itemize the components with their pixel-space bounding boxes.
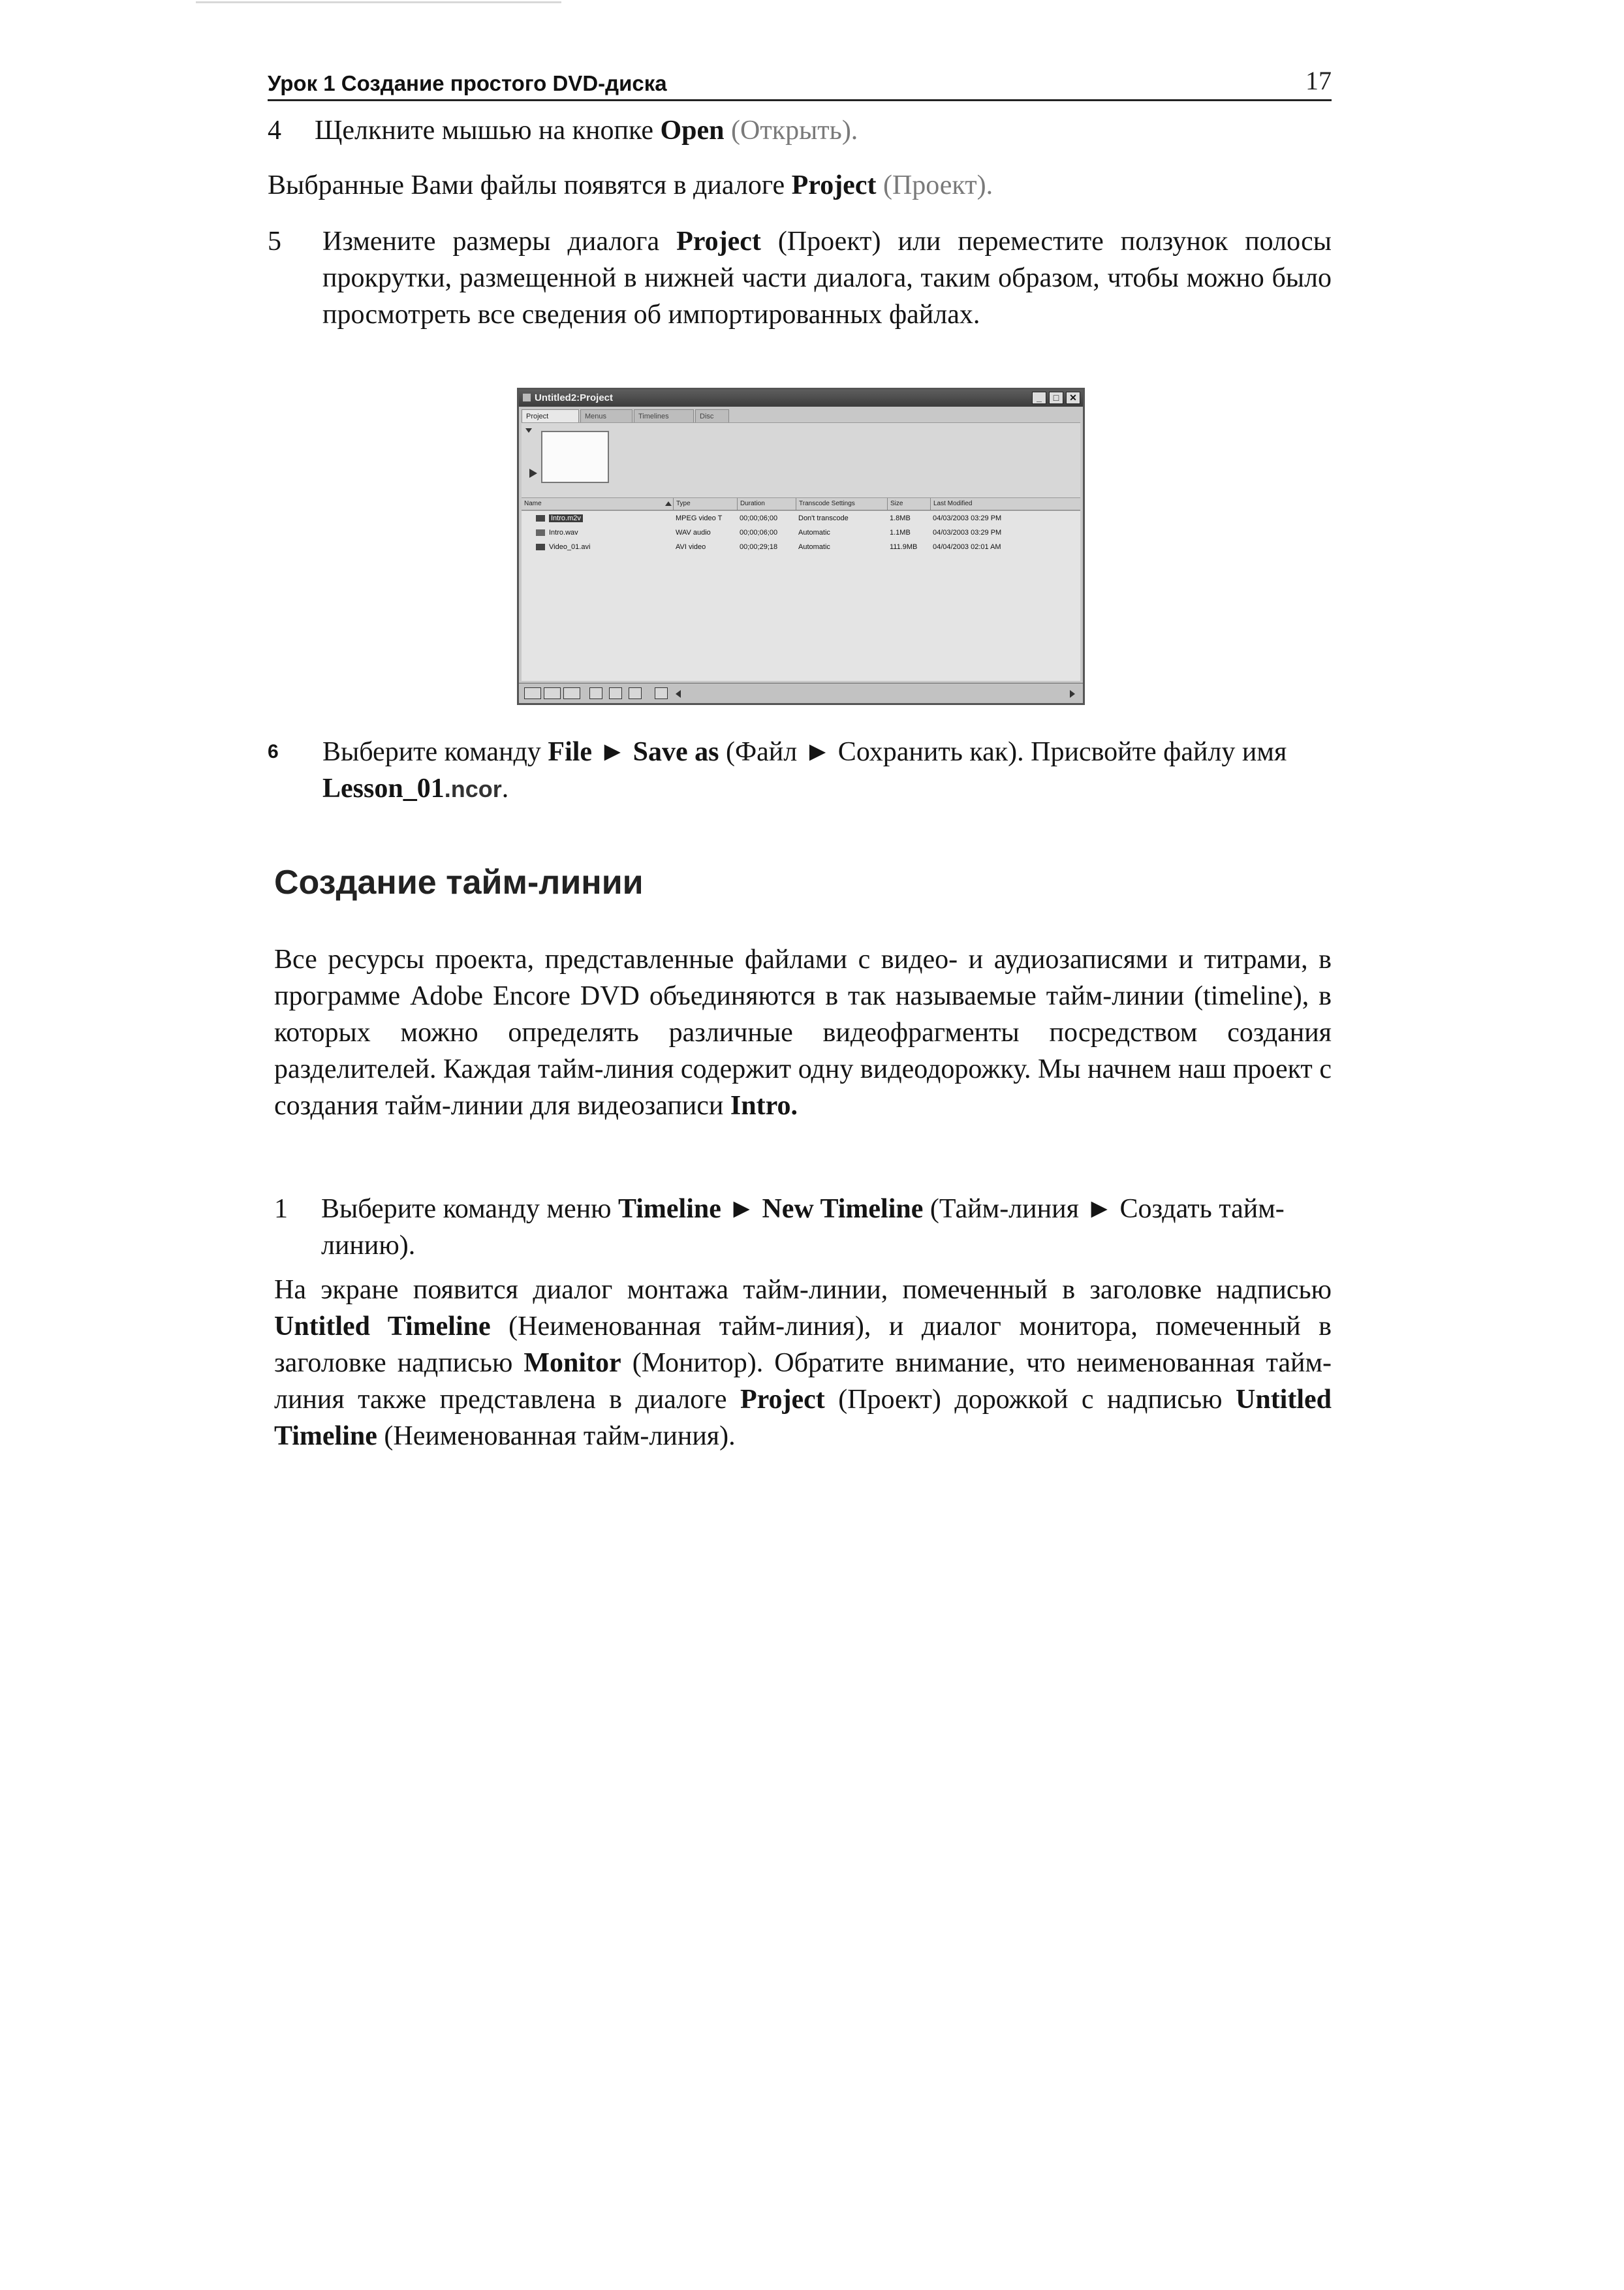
- step-text-part: Выберите команду меню: [321, 1194, 618, 1224]
- step-text-part: Выберите команду: [322, 737, 548, 767]
- dialog-title: Untitled2:Project: [535, 392, 614, 403]
- ui-term: Project: [676, 227, 761, 257]
- slideshow-icon[interactable]: [629, 687, 642, 699]
- column-name[interactable]: Name: [524, 500, 542, 507]
- step-number: 1: [274, 1194, 288, 1224]
- column-last-modified[interactable]: Last Modified: [930, 498, 1048, 510]
- section-heading: Создание тайм-линии: [274, 864, 644, 902]
- text-part: (Неименованная тайм-линия), и диалог монитора, помеченный в заголовке надписью: [274, 1311, 1332, 1378]
- file-transcode: Automatic: [798, 529, 830, 537]
- step-text-part: Щелкните мышью на кнопке: [315, 116, 661, 146]
- text-part: (Проект) дорожкой с надписью: [824, 1385, 1236, 1415]
- step-text: [322, 734, 1332, 808]
- file-duration: 00;00;29;18: [740, 543, 778, 551]
- running-header-title: Урок 1 Создание простого DVD-диска: [268, 71, 667, 95]
- page-number: 17: [1305, 66, 1332, 95]
- column-transcode[interactable]: Transcode Settings: [796, 498, 887, 510]
- play-icon[interactable]: [529, 469, 537, 478]
- step-text: [315, 112, 1332, 149]
- dialog-tabs: [522, 409, 848, 422]
- step-5: [268, 223, 1332, 373]
- file-transcode: Don't transcode: [798, 514, 849, 522]
- paragraph-resources: [274, 941, 1332, 1124]
- step-1: [274, 1191, 1332, 1269]
- table-row[interactable]: [522, 511, 1080, 525]
- step-text-part: .: [501, 774, 509, 804]
- project-dialog-screenshot: [517, 388, 1085, 705]
- tab-project[interactable]: Project: [522, 409, 579, 422]
- ui-term: Untitled Timeline: [274, 1385, 1332, 1451]
- paragraph-selected-files: [268, 167, 1332, 204]
- step-number: 5: [268, 227, 281, 257]
- new-folder-icon[interactable]: [524, 687, 541, 699]
- ui-term: Timeline ► New Timeline: [618, 1194, 924, 1224]
- file-extension: .ncor: [444, 776, 502, 802]
- column-type[interactable]: Type: [673, 498, 737, 510]
- ui-term: Untitled Timeline: [274, 1311, 491, 1341]
- scan-edge-mark: [196, 1, 561, 3]
- step-text-part: Измените размеры диалога: [322, 227, 677, 257]
- maximize-icon[interactable]: □: [1049, 392, 1063, 404]
- new-timeline-icon[interactable]: [563, 687, 580, 699]
- menu-icon[interactable]: [609, 687, 622, 699]
- scroll-right-icon[interactable]: [1070, 690, 1075, 698]
- file-modified: 04/04/2003 02:01 AM: [933, 543, 1001, 551]
- step-number: 4: [268, 116, 281, 146]
- file-type: MPEG video T: [676, 514, 723, 522]
- column-duration[interactable]: Duration: [737, 498, 796, 510]
- file-type: WAV audio: [676, 529, 711, 537]
- audio-file-icon: [536, 529, 545, 536]
- file-size: 111.9MB: [890, 543, 918, 551]
- scroll-left-icon[interactable]: [676, 690, 681, 698]
- text-part: (Проект).: [876, 170, 993, 200]
- tab-menus[interactable]: Menus: [580, 409, 632, 422]
- file-list: [522, 511, 1080, 681]
- file-name: Intro.wav: [549, 529, 578, 537]
- file-modified: 04/03/2003 03:29 PM: [933, 514, 1002, 522]
- video-file-icon: [536, 515, 545, 522]
- step-text: [321, 1191, 1332, 1264]
- paragraph-screen: [274, 1272, 1332, 1454]
- table-row[interactable]: [522, 540, 1080, 554]
- close-icon[interactable]: ✕: [1066, 392, 1080, 404]
- file-modified: 04/03/2003 03:29 PM: [933, 529, 1002, 537]
- video-file-icon: [536, 544, 545, 550]
- file-name: Video_01.avi: [549, 543, 591, 551]
- ui-term: Project: [740, 1385, 825, 1415]
- minimize-icon[interactable]: _: [1032, 392, 1046, 404]
- step-text-part: (Проект) или переместите ползунок полосы прокрутки, размещенной в нижней части диалога, таким образом, чтобы можно было просмотреть все сведения об импортированных файлах.: [322, 227, 1332, 330]
- column-size[interactable]: Size: [887, 498, 930, 510]
- text-part: .: [790, 1091, 798, 1121]
- delete-icon[interactable]: [655, 687, 668, 699]
- file-duration: 00;00;06;00: [740, 529, 778, 537]
- dialog-titlebar: [519, 390, 1083, 407]
- dialog-bottom-bar: [519, 683, 1083, 703]
- file-size: 1.8MB: [890, 514, 911, 522]
- step-4: [268, 112, 1332, 149]
- text-part: На экране появится диалог монтажа тайм-линии, помеченный в заголовке надписью: [274, 1275, 1332, 1305]
- step-number: 6: [268, 741, 279, 762]
- ui-term: File ► Save as: [548, 737, 719, 767]
- file-transcode: Automatic: [798, 543, 830, 551]
- app-icon: [523, 394, 531, 401]
- file-duration: 00;00;06;00: [740, 514, 778, 522]
- step-text-part: (Тайм-линия ► Создать тайм-линию).: [321, 1194, 1285, 1261]
- ui-term: Intro: [730, 1091, 791, 1121]
- ui-term: Project: [791, 170, 877, 200]
- text-part: (Неименованная тайм-линия).: [377, 1421, 736, 1451]
- table-header: [522, 498, 1080, 510]
- file-name: Intro.m2v: [549, 514, 583, 522]
- running-header: [268, 68, 1332, 101]
- text-part: Выбранные Вами файлы появятся в диалоге: [268, 170, 792, 200]
- step-6: [268, 734, 1332, 812]
- tab-timelines[interactable]: Timelines: [634, 409, 694, 422]
- panel-menu-icon[interactable]: [525, 428, 532, 433]
- import-icon[interactable]: [589, 687, 602, 699]
- text-part: (Монитор). Обратите внимание, что неименованная тайм-линия также представлена в диалоге: [274, 1348, 1332, 1415]
- table-row[interactable]: [522, 525, 1080, 540]
- text-part: Все ресурсы проекта, представленные файлами с видео- и аудиозаписями и титрами, в программе Adobe Encore DVD объединяются в так называемые тайм-линии (timeline), в которых можно определять различные видеофрагменты посредством создания разделителей. Каждая тайм-линия содержит одну видеодорожку. Мы начнем наш проект с создания тайм-линии для видеозаписи: [274, 945, 1332, 1121]
- preview-thumbnail: [541, 431, 609, 483]
- ui-term: Monitor: [523, 1348, 621, 1378]
- ui-term: Open: [660, 116, 725, 146]
- sort-ascending-icon[interactable]: [665, 501, 672, 506]
- step-text: [322, 223, 1332, 333]
- file-name: Lesson_01: [322, 774, 445, 804]
- tab-disc[interactable]: Disc: [695, 409, 729, 422]
- preview-area: [522, 422, 1080, 498]
- new-item-icon[interactable]: [544, 687, 561, 699]
- file-type: AVI video: [676, 543, 706, 551]
- step-text-part: (Открыть).: [724, 116, 858, 146]
- step-text-part: (Файл ► Сохранить как). Присвойте файлу имя: [719, 737, 1287, 767]
- file-size: 1.1MB: [890, 529, 911, 537]
